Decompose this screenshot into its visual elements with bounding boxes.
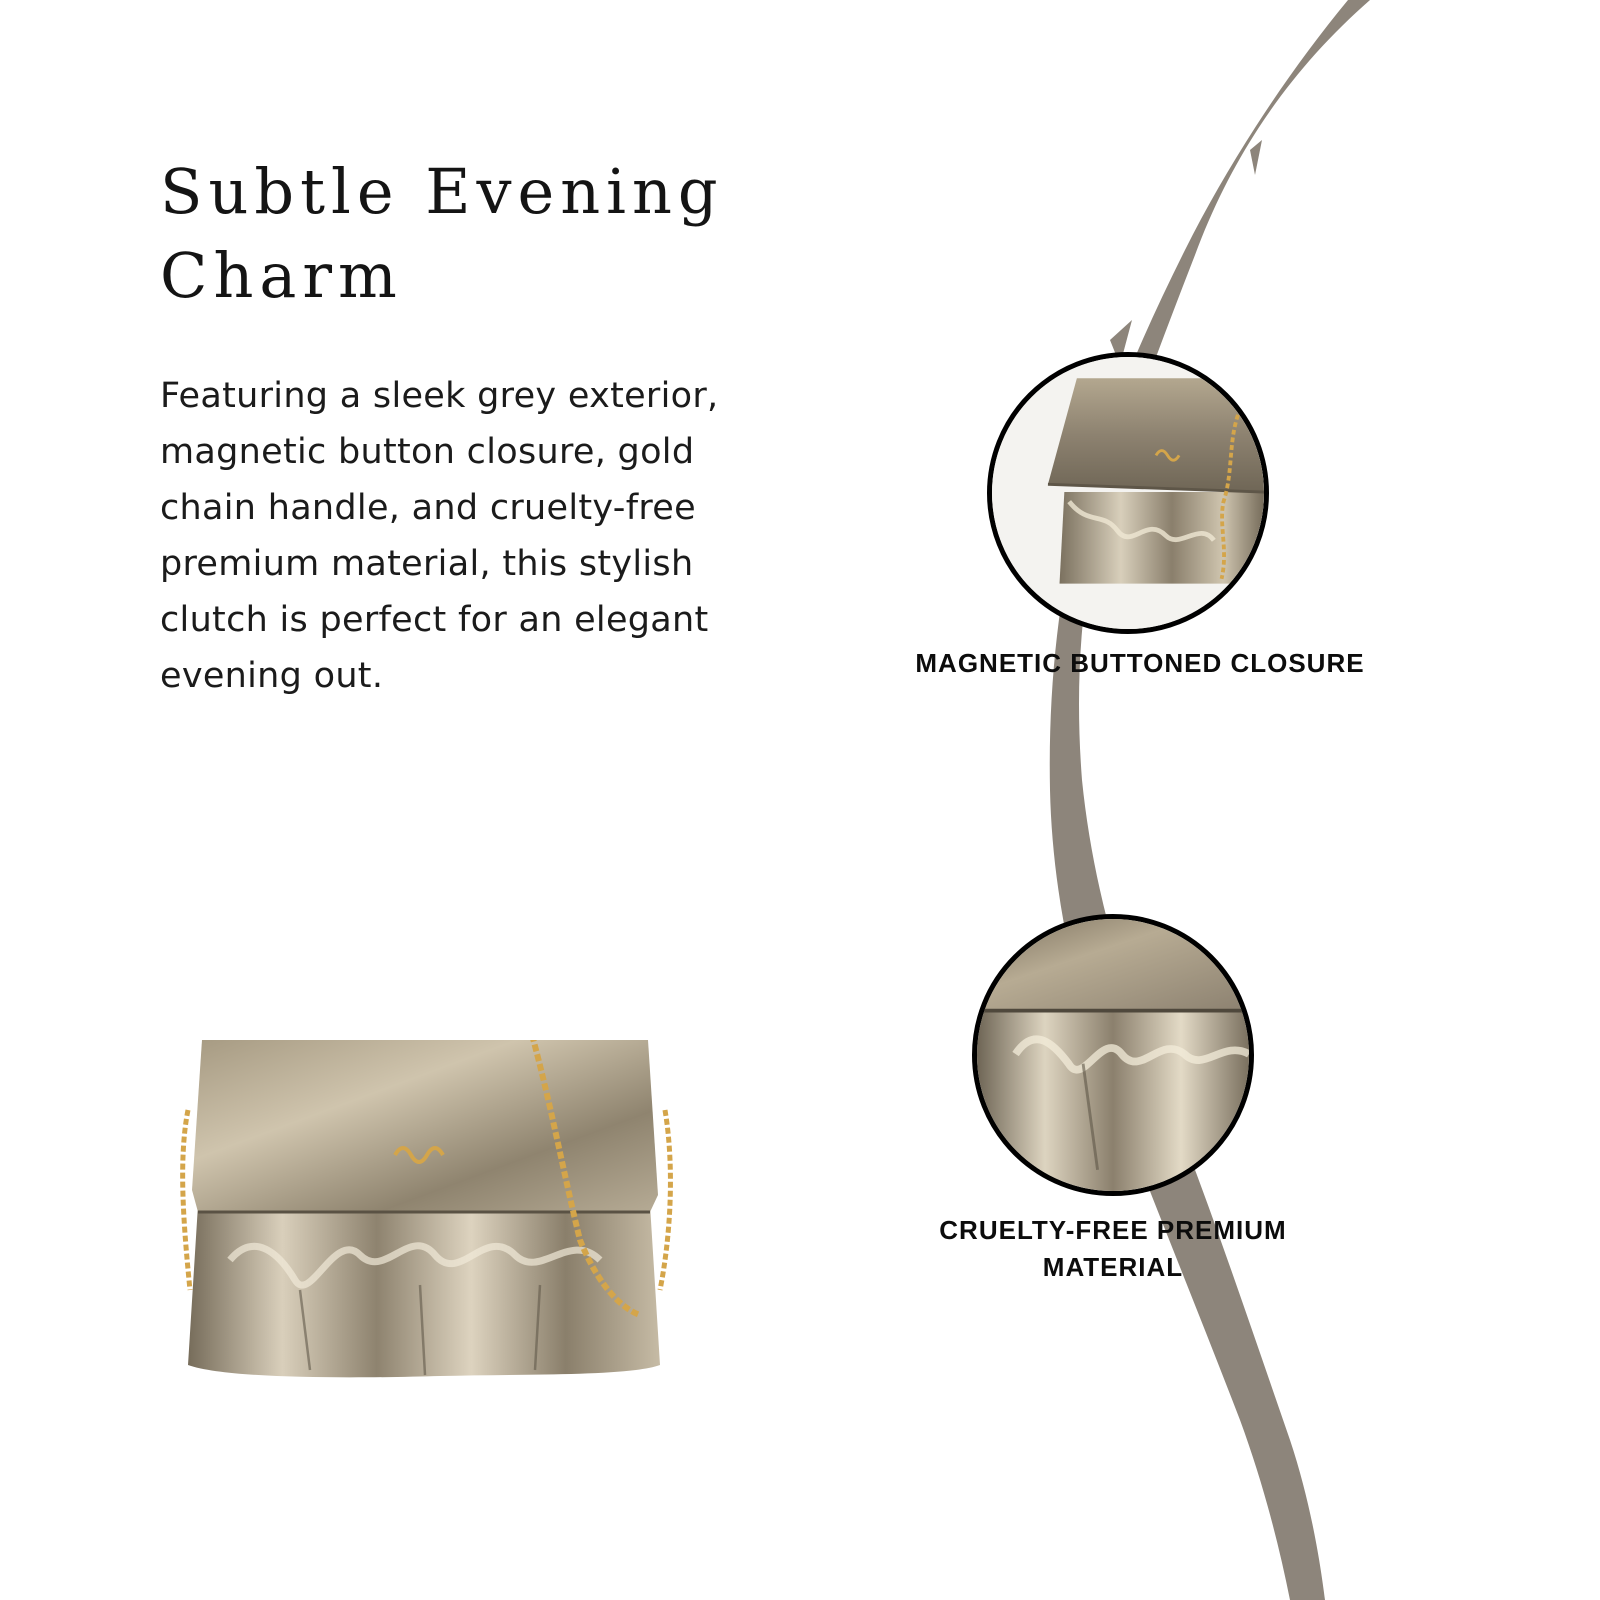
- metallic-texture-detail-icon: [977, 919, 1249, 1191]
- feature-label-material: CRUELTY-FREE PREMIUM MATERIAL: [939, 1215, 1287, 1282]
- page-title: Subtle Evening Charm: [160, 155, 724, 312]
- feature-label-closure: MAGNETIC BUTTONED CLOSURE: [915, 648, 1365, 678]
- product-description: Featuring a sleek grey exterior, magnetic button closure, gold chain handle, and cruelty-free premium material, this stylish clutch is perfect for an elegant evening out.: [160, 376, 719, 696]
- clutch-closure-detail-icon: [992, 357, 1264, 629]
- product-image: [170, 1040, 710, 1410]
- closure-detail-image: [987, 352, 1269, 634]
- metallic-clutch-bag-icon: [170, 1040, 710, 1410]
- material-detail-image: [972, 914, 1254, 1196]
